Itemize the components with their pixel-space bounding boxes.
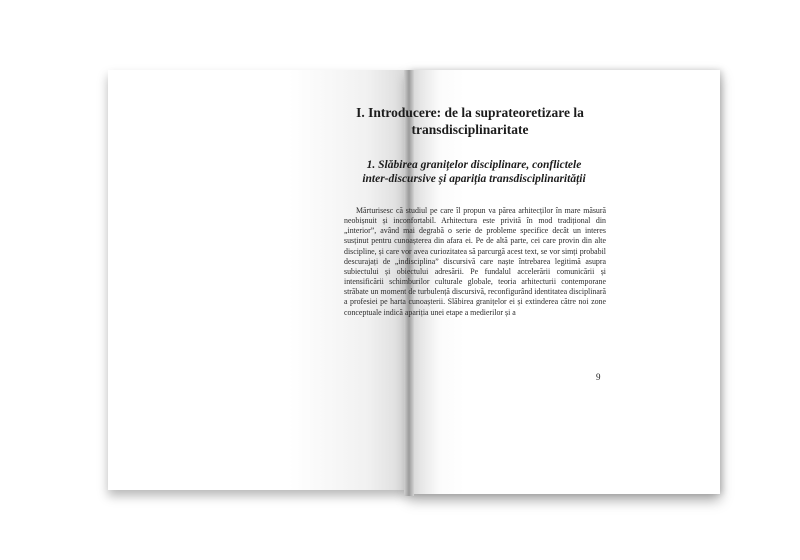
body-text: [344, 206, 606, 318]
page-number: 9: [596, 372, 601, 382]
chapter-title: I. Introducere: de la suprateoretizare la transdisciplinaritate: [356, 105, 584, 137]
section-title: 1. Slăbirea granițelor disciplinare, conflictele inter-discursive și apariția transdisciplinarității: [362, 159, 586, 185]
body-paragraph: Mărturisesc că studiul pe care îl propun va părea arhitecților în mare măsură neobișnuit și inconfortabil. Arhitectura este privită în mod tradițional din „interior”, având mai degrabă o serie de probleme specifice decât un interes susținut pentru cunoașterea din afara ei. Pe de altă parte, cei care provin din alte discipline, și care vor avea curiozitatea să parcurgă acest text, se vor simți probabil descurajați de „indisciplina” discursivă care naște întrebarea legitimă asupra subiectului și obiectului adresării. Pe fundalul accelerării comunicării și intensificării schimburilor culturale globale, teoria arhitecturii contemporane străbate un moment de turbulență discursivă, reconfigurând identitatea disciplinară a profesiei pe harta cunoașterii. Slăbirea granițelor ei și extinderea către noi zone conceptuale indică apariția unei etape a medierilor și a: [344, 206, 606, 317]
